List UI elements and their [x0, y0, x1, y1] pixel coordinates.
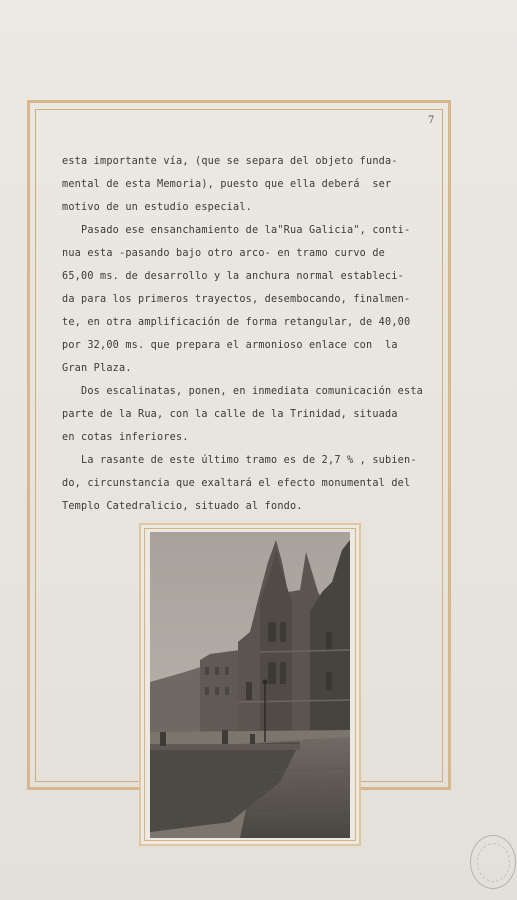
text-line: La rasante de este último tramo es de 2,7 % , subien-	[62, 455, 417, 466]
text-line: 65,00 ms. de desarrollo y la anchura normal estableci-	[62, 271, 405, 282]
text-line: Templo Catedralicio, situado al fondo.	[62, 501, 303, 512]
text-line: nua esta -pasando bajo otro arco- en tramo curvo de	[62, 248, 386, 259]
text-line: en cotas inferiores.	[62, 432, 189, 443]
cathedral-photograph	[150, 532, 350, 838]
archive-seal	[470, 835, 516, 889]
text-line: Gran Plaza.	[62, 363, 132, 374]
text-line: da para los primeros trayectos, desembocando, finalmen-	[62, 294, 411, 305]
text-line: do, circunstancia que exaltará el efecto monumental del	[62, 478, 411, 489]
text-line: te, en otra amplificación de forma retangular, de 40,00	[62, 317, 411, 328]
text-line: Dos escalinatas, ponen, en inmediata comunicación esta	[62, 386, 424, 397]
text-line: parte de la Rua, con la calle de la Trinidad, situada	[62, 409, 398, 420]
text-line: esta importante vía, (que se separa del objeto funda-	[62, 156, 398, 167]
typed-text-block	[62, 150, 437, 518]
text-line: por 32,00 ms. que prepara el armonioso enlace con la	[62, 340, 398, 351]
text-line: Pasado ese ensanchamiento de la"Rua Galicia", conti-	[62, 225, 411, 236]
text-line: mental de esta Memoria), puesto que ella deberá ser	[62, 179, 392, 190]
page-number: 7	[428, 115, 435, 126]
text-line: motivo de un estudio especial.	[62, 202, 253, 213]
